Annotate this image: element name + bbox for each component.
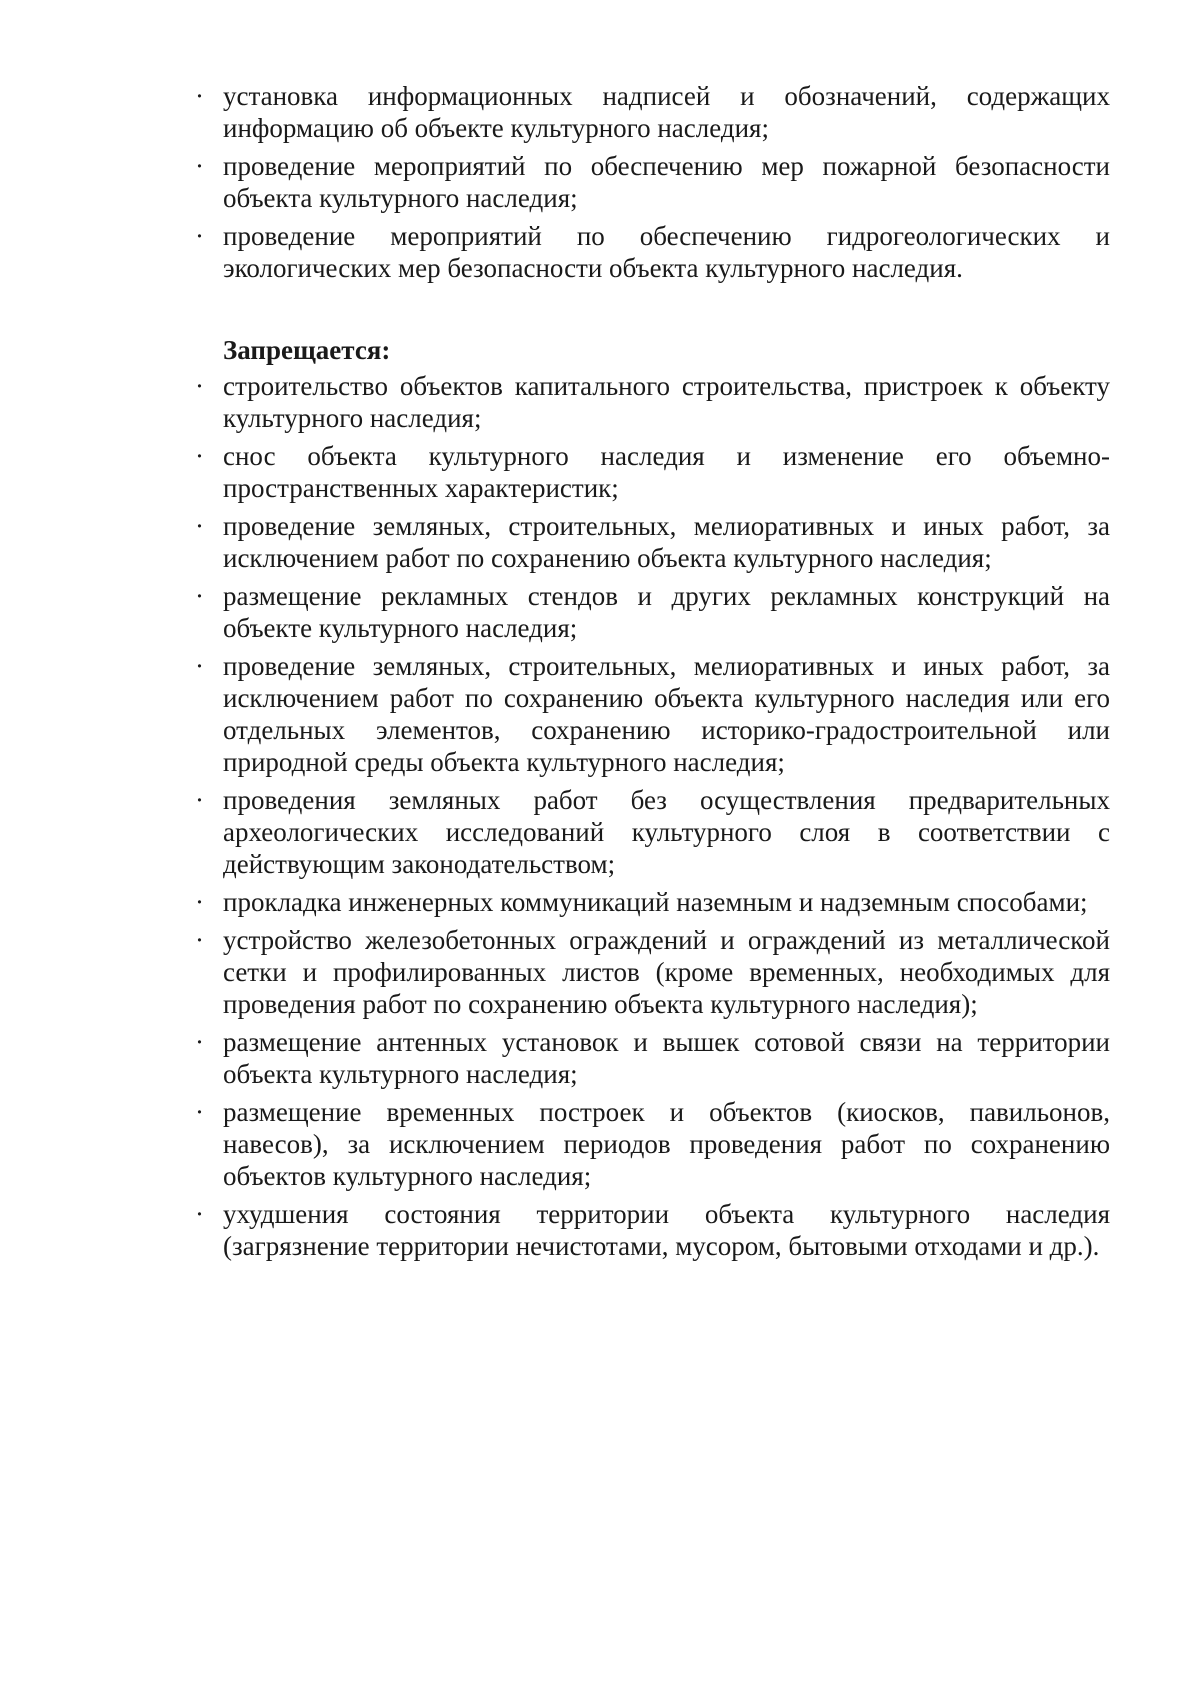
allowed-list: [193, 80, 1110, 284]
list-item: [193, 440, 1110, 504]
bullet: ·: [195, 81, 204, 111]
list-item-text: ухудшения состояния территории объекта культурного наследия (загрязнение территории нечистотами, мусором, бытовыми отходами и др.).: [223, 1199, 1110, 1261]
list-item-text: проведение мероприятий по обеспечению мер пожарной безопасности объекта культурного наследия;: [223, 151, 1110, 213]
bullet: ·: [195, 151, 204, 181]
bullet: ·: [195, 581, 204, 611]
list-item-text: устройство железобетонных ограждений и ограждений из металлической сетки и профилированных листов (кроме временных, необходимых для проведения работ по сохранению объекта культурного наследия);: [223, 925, 1110, 1019]
list-item-text: строительство объектов капитального строительства, пристроек к объекту культурного наследия;: [223, 371, 1110, 433]
bullet: ·: [195, 441, 204, 471]
list-item: [193, 580, 1110, 644]
list-item: [193, 510, 1110, 574]
list-item: [193, 80, 1110, 144]
bullet: ·: [195, 1097, 204, 1127]
bullet: ·: [195, 651, 204, 681]
list-item-text: снос объекта культурного наследия и изменение его объемно-пространственных характеристик;: [223, 441, 1110, 503]
bullet: ·: [195, 221, 204, 251]
list-item-text: проведение земляных, строительных, мелиоративных и иных работ, за исключением работ по сохранению объекта культурного наследия или его отдельных элементов, сохранению историко-градостроительной или природной среды объекта культурного наследия;: [223, 651, 1110, 777]
list-item: [193, 150, 1110, 214]
bullet: ·: [195, 1199, 204, 1229]
list-item: [193, 784, 1110, 880]
list-item-text: проведения земляных работ без осуществления предварительных археологических исследований культурного слоя в соответствии с действующим законодательством;: [223, 785, 1110, 879]
list-item: [193, 1198, 1110, 1262]
list-item: [193, 886, 1110, 918]
list-item-text: размещение антенных установок и вышек сотовой связи на территории объекта культурного наследия;: [223, 1027, 1110, 1089]
prohibited-heading: Запрещается:: [223, 335, 391, 365]
list-item: [193, 370, 1110, 434]
bullet: ·: [195, 1027, 204, 1057]
list-item-text: прокладка инженерных коммуникаций наземным и надземным способами;: [223, 887, 1088, 917]
list-item: [193, 1026, 1110, 1090]
list-item-text: размещение рекламных стендов и других рекламных конструкций на объекте культурного наследия;: [223, 581, 1110, 643]
list-item-text: размещение временных построек и объектов (киосков, павильонов, навесов), за исключением периодов проведения работ по сохранению объектов культурного наследия;: [223, 1097, 1110, 1191]
bullet: ·: [195, 925, 204, 955]
bullet: ·: [195, 887, 204, 917]
list-item-text: проведение земляных, строительных, мелиоративных и иных работ, за исключением работ по сохранению объекта культурного наследия;: [223, 511, 1110, 573]
list-item: [193, 1096, 1110, 1192]
list-item: [193, 650, 1110, 778]
document-body: [193, 80, 1110, 1268]
bullet: ·: [195, 785, 204, 815]
list-item-text: установка информационных надписей и обозначений, содержащих информацию об объекте культурного наследия;: [223, 81, 1110, 143]
bullet: ·: [195, 511, 204, 541]
list-item: [193, 220, 1110, 284]
list-item: [193, 924, 1110, 1020]
prohibited-list: [193, 370, 1110, 1262]
bullet: ·: [195, 371, 204, 401]
list-item-text: проведение мероприятий по обеспечению гидрогеологических и экологических мер безопасности объекта культурного наследия.: [223, 221, 1110, 283]
